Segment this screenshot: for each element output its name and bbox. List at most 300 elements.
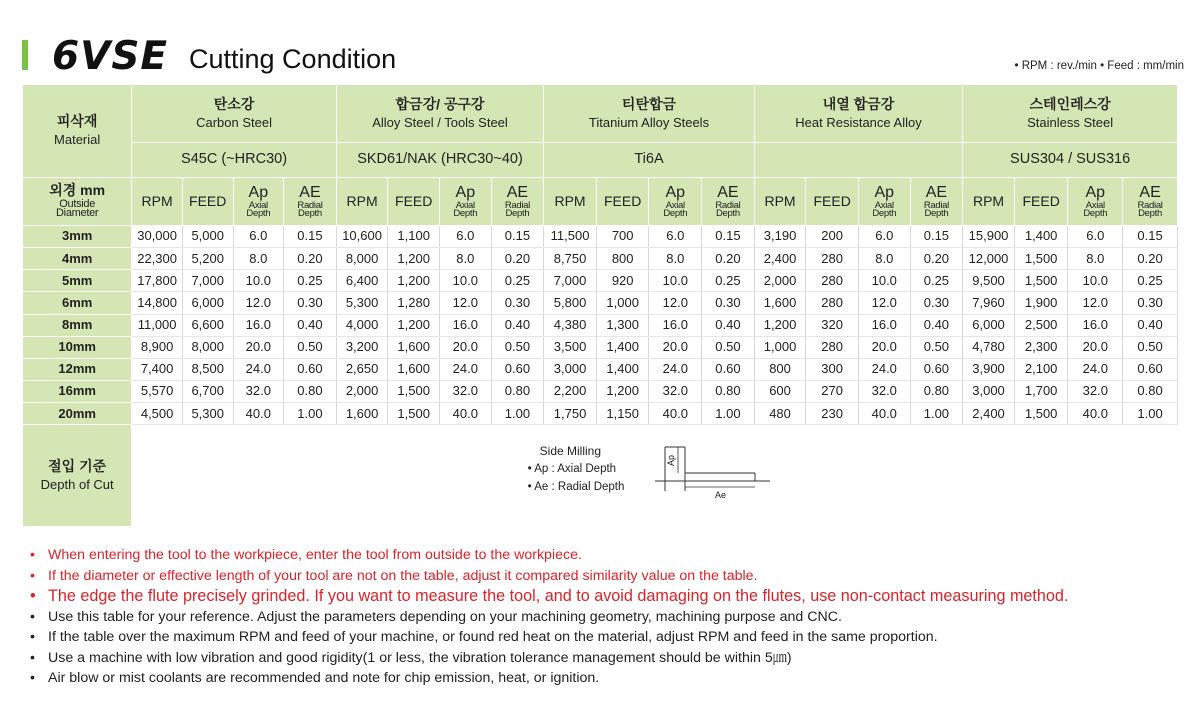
value-cell: 0.50	[910, 336, 963, 358]
value-cell: 280	[806, 270, 859, 292]
value-cell: 0.30	[284, 292, 337, 314]
value-cell: 8,000	[336, 248, 388, 270]
col-rpm-label: RPM	[764, 192, 796, 209]
diameter-cell: 16mm	[23, 380, 132, 402]
value-cell: 0.60	[910, 358, 963, 380]
material-name-kr: 티탄합금	[621, 96, 677, 113]
value-cell: 8,000	[182, 336, 233, 358]
value-cell: 6.0	[1068, 225, 1123, 247]
value-cell: 8,750	[544, 248, 597, 270]
value-cell: 2,000	[754, 270, 806, 292]
value-cell: 11,000	[132, 314, 183, 336]
col-ap-sub: Axial	[874, 199, 894, 211]
col-ap-label: Ap	[455, 183, 476, 201]
material-header	[23, 85, 132, 178]
value-cell: 16.0	[649, 314, 702, 336]
value-cell: 2,500	[1014, 314, 1068, 336]
col-rpm-header	[963, 177, 1015, 225]
col-rpm-label: RPM	[554, 192, 586, 209]
value-cell: 5,570	[132, 380, 183, 402]
value-cell: 20.0	[858, 336, 910, 358]
value-cell: 22,300	[132, 248, 183, 270]
value-cell: 4,380	[544, 314, 597, 336]
col-ae-sub: Depth	[298, 208, 322, 220]
note-item	[30, 627, 1180, 648]
value-cell: 32.0	[440, 380, 492, 402]
value-cell: 320	[806, 314, 859, 336]
col-feed-header	[806, 177, 859, 225]
col-ap-label: Ap	[248, 183, 269, 201]
note-item	[30, 668, 1180, 689]
notes-list	[30, 545, 1180, 689]
value-cell: 1,400	[1014, 225, 1068, 247]
value-cell: 1,200	[388, 314, 440, 336]
value-cell: 16.0	[1068, 314, 1123, 336]
value-cell: 6,700	[182, 380, 233, 402]
value-cell: 12.0	[233, 292, 284, 314]
value-cell: 0.25	[702, 270, 755, 292]
material-stainless-steel	[963, 85, 1178, 143]
value-cell: 24.0	[858, 358, 910, 380]
col-ap-sub: Axial	[665, 199, 685, 211]
value-cell: 20.0	[1068, 336, 1123, 358]
value-cell: 2,100	[1014, 358, 1068, 380]
depth-of-cut-header	[23, 425, 132, 527]
depth-of-cut-sketch	[645, 443, 770, 505]
value-cell: 0.80	[491, 380, 544, 402]
value-cell: 0.80	[1123, 380, 1178, 402]
value-cell: 30,000	[132, 225, 183, 247]
value-cell: 6.0	[858, 225, 910, 247]
value-cell: 2,000	[336, 380, 388, 402]
col-ae-header	[491, 177, 544, 225]
col-ae-sub: Depth	[924, 208, 949, 220]
value-cell: 3,200	[336, 336, 388, 358]
page-subtitle: Cutting Condition	[189, 44, 397, 74]
diagram-ae-tag: Ae	[714, 489, 726, 500]
col-ae-sub: Depth	[505, 208, 530, 220]
col-ae-header	[1123, 177, 1178, 225]
value-cell: 4,780	[963, 336, 1015, 358]
value-cell: 0.60	[1123, 358, 1178, 380]
col-feed-label: FEED	[813, 192, 851, 209]
value-cell: 12.0	[649, 292, 702, 314]
value-cell: 32.0	[233, 380, 284, 402]
value-cell: 5,300	[336, 292, 388, 314]
value-cell: 8.0	[233, 248, 284, 270]
side-milling-diagram	[527, 441, 770, 511]
col-ae-label: AE	[299, 183, 321, 201]
value-cell: 7,400	[132, 358, 183, 380]
table-row	[23, 248, 1178, 270]
value-cell: 1,280	[388, 292, 440, 314]
col-feed-header	[1014, 177, 1068, 225]
value-cell: 4,000	[336, 314, 388, 336]
diameter-cell: 12mm	[23, 358, 132, 380]
material-heat-resistance-alloy	[754, 85, 962, 143]
bullet-icon: •	[30, 608, 35, 625]
col-ap-label: Ap	[1085, 183, 1106, 201]
note-item	[30, 586, 1180, 607]
col-feed-label: FEED	[1022, 192, 1060, 209]
page-header	[22, 36, 1182, 78]
material-name-kr: 합금강/ 공구강	[395, 96, 485, 113]
value-cell: 0.15	[910, 225, 963, 247]
col-feed-label: FEED	[604, 192, 642, 209]
value-cell: 2,200	[544, 380, 597, 402]
col-rpm-label: RPM	[972, 192, 1005, 209]
value-cell: 8.0	[440, 248, 492, 270]
diameter-label-en1: Outside	[59, 197, 96, 210]
diameter-cell: 5mm	[23, 270, 132, 292]
col-feed-label: FEED	[189, 192, 227, 209]
col-ap-sub: Axial	[1085, 199, 1105, 211]
material-name-en: Alloy Steel / Tools Steel	[372, 114, 508, 130]
material-name-en: Titanium Alloy Steels	[588, 114, 710, 130]
value-cell: 40.0	[440, 403, 492, 425]
value-cell: 32.0	[858, 380, 910, 402]
col-rpm-header	[754, 177, 806, 225]
value-cell: 20.0	[440, 336, 492, 358]
value-cell: 8.0	[858, 248, 910, 270]
col-ap-header	[649, 177, 702, 225]
note-item	[30, 545, 1180, 566]
table-row	[23, 292, 1178, 314]
grade-heat-resistance-alloy	[754, 143, 962, 177]
value-cell: 1,600	[388, 358, 440, 380]
value-cell: 5,000	[182, 225, 233, 247]
col-ap-sub: Depth	[663, 208, 688, 220]
col-ap-sub: Depth	[1083, 208, 1108, 220]
value-cell: 1,500	[388, 403, 440, 425]
value-cell: 16.0	[858, 314, 910, 336]
value-cell: 1,500	[1014, 403, 1068, 425]
value-cell: 12.0	[858, 292, 910, 314]
diagram-ap-tag: Ap	[665, 454, 676, 466]
value-cell: 3,000	[544, 358, 597, 380]
value-cell: 0.15	[1123, 225, 1178, 247]
col-ae-sub: Radial	[1137, 199, 1163, 211]
value-cell: 5,800	[544, 292, 597, 314]
value-cell: 0.30	[702, 292, 755, 314]
value-cell: 6.0	[440, 225, 492, 247]
col-feed-header	[182, 177, 233, 225]
col-ap-header	[1068, 177, 1123, 225]
value-cell: 280	[806, 248, 859, 270]
value-cell: 40.0	[233, 403, 284, 425]
table-row	[23, 225, 1178, 247]
value-cell: 8.0	[649, 248, 702, 270]
value-cell: 0.40	[910, 314, 963, 336]
value-cell: 17,800	[132, 270, 183, 292]
value-cell: 16.0	[440, 314, 492, 336]
value-cell: 40.0	[1068, 403, 1123, 425]
value-cell: 0.60	[284, 358, 337, 380]
value-cell: 10.0	[858, 270, 910, 292]
grade-carbon-steel	[132, 143, 336, 177]
value-cell: 1,200	[754, 314, 806, 336]
value-cell: 24.0	[649, 358, 702, 380]
value-cell: 1,300	[596, 314, 649, 336]
value-cell: 0.20	[910, 248, 963, 270]
value-cell: 15,900	[963, 225, 1015, 247]
value-cell: 0.15	[702, 225, 755, 247]
col-ap-header	[233, 177, 284, 225]
col-rpm-header	[132, 177, 183, 225]
value-cell: 24.0	[233, 358, 284, 380]
note-text: If the table over the maximum RPM and feed of your machine, or found red heat on the material, adjust RPM and feed in the same proportion.	[48, 629, 938, 645]
value-cell: 40.0	[649, 403, 702, 425]
value-cell: 1,500	[388, 380, 440, 402]
value-cell: 6,600	[182, 314, 233, 336]
value-cell: 14,800	[132, 292, 183, 314]
note-item	[30, 566, 1180, 587]
cutting-condition-table	[22, 84, 1178, 527]
note-item	[30, 607, 1180, 628]
bullet-icon: •	[30, 629, 35, 645]
accent-bar	[22, 40, 28, 70]
col-rpm-label: RPM	[346, 192, 378, 209]
diagram-title: Side Milling	[539, 443, 602, 458]
material-titanium-alloy	[544, 85, 755, 143]
material-label-kr: 피삭재	[56, 113, 98, 130]
value-cell: 6,000	[182, 292, 233, 314]
material-name-kr: 탄소강	[213, 96, 255, 113]
diameter-cell: 10mm	[23, 336, 132, 358]
diameter-cell: 6mm	[23, 292, 132, 314]
note-text: The edge the flute precisely grinded. If you want to measure the tool, and to avoid damaging on the flutes, use non-contact measuring method.	[48, 587, 1069, 605]
value-cell: 2,650	[336, 358, 388, 380]
value-cell: 0.40	[1123, 314, 1178, 336]
table-row	[23, 336, 1178, 358]
material-name-en: Stainless Steel	[1027, 114, 1114, 130]
value-cell: 24.0	[1068, 358, 1123, 380]
note-text: Air blow or mist coolants are recommended and note for chip emission, heat, or ignition.	[48, 670, 600, 686]
value-cell: 9,500	[963, 270, 1015, 292]
value-cell: 0.40	[491, 314, 544, 336]
bullet-icon: •	[30, 567, 35, 584]
value-cell: 480	[754, 403, 806, 425]
value-cell: 1,900	[1014, 292, 1068, 314]
value-cell: 700	[596, 225, 649, 247]
diameter-cell: 8mm	[23, 314, 132, 336]
value-cell: 0.50	[1123, 336, 1178, 358]
diameter-cell: 20mm	[23, 403, 132, 425]
material-carbon-steel	[132, 85, 336, 143]
value-cell: 280	[806, 292, 859, 314]
value-cell: 0.30	[491, 292, 544, 314]
value-cell: 270	[806, 380, 859, 402]
col-ae-sub: Radial	[923, 199, 949, 211]
grade-label: SKD61/NAK (HRC30~40)	[357, 151, 523, 168]
value-cell: 0.20	[284, 248, 337, 270]
value-cell: 6,400	[336, 270, 388, 292]
col-ae-sub: Radial	[297, 199, 323, 211]
col-ap-label: Ap	[665, 183, 686, 201]
value-cell: 6,000	[963, 314, 1015, 336]
diameter-cell: 4mm	[23, 248, 132, 270]
col-feed-header	[388, 177, 440, 225]
col-ap-sub: Depth	[453, 208, 478, 220]
model-title: 6VSE	[52, 34, 169, 79]
value-cell: 0.60	[702, 358, 755, 380]
value-cell: 6.0	[233, 225, 284, 247]
value-cell: 0.25	[491, 270, 544, 292]
units-legend: • RPM : rev./min • Feed : mm/min	[1014, 60, 1184, 72]
value-cell: 1,500	[1014, 248, 1068, 270]
grade-label: Ti6A	[634, 151, 664, 168]
diameter-label-kr: 외경 mm	[49, 182, 106, 199]
value-cell: 0.50	[491, 336, 544, 358]
note-text: Use this table for your reference. Adjust the parameters depending on your machining geometry, machining purpose and CNC.	[48, 608, 842, 625]
value-cell: 6.0	[649, 225, 702, 247]
value-cell: 40.0	[858, 403, 910, 425]
grade-titanium-alloy	[544, 143, 755, 177]
value-cell: 0.25	[910, 270, 963, 292]
value-cell: 0.50	[284, 336, 337, 358]
table-row	[23, 403, 1178, 425]
col-ae-sub: Radial	[504, 199, 530, 211]
value-cell: 7,000	[182, 270, 233, 292]
diameter-cell: 3mm	[23, 225, 132, 247]
table-row	[23, 358, 1178, 380]
col-ap-sub: Axial	[248, 199, 268, 211]
value-cell: 0.50	[702, 336, 755, 358]
value-cell: 800	[754, 358, 806, 380]
value-cell: 1,150	[596, 403, 649, 425]
value-cell: 32.0	[1068, 380, 1123, 402]
value-cell: 4,500	[132, 403, 183, 425]
value-cell: 2,400	[963, 403, 1015, 425]
value-cell: 1,750	[544, 403, 597, 425]
col-ap-sub: Depth	[246, 208, 271, 220]
col-ae-label: AE	[925, 183, 948, 201]
value-cell: 280	[806, 336, 859, 358]
value-cell: 7,960	[963, 292, 1015, 314]
value-cell: 3,000	[963, 380, 1015, 402]
value-cell: 1.00	[702, 403, 755, 425]
col-ae-sub: Radial	[715, 199, 741, 211]
value-cell: 600	[754, 380, 806, 402]
value-cell: 11,500	[544, 225, 597, 247]
bullet-icon: •	[30, 670, 35, 686]
col-ae-header	[910, 177, 963, 225]
value-cell: 1,100	[388, 225, 440, 247]
value-cell: 2,300	[1014, 336, 1068, 358]
bullet-icon: •	[30, 649, 35, 666]
value-cell: 7,000	[544, 270, 597, 292]
value-cell: 1,200	[388, 270, 440, 292]
col-ae-sub: Depth	[715, 208, 740, 220]
value-cell: 0.80	[702, 380, 755, 402]
value-cell: 5,200	[182, 248, 233, 270]
col-ae-header	[284, 177, 337, 225]
value-cell: 230	[806, 403, 859, 425]
value-cell: 16.0	[233, 314, 284, 336]
note-text: If the diameter or effective length of your tool are not on the table, adjust it compared similarity value on the table.	[48, 567, 758, 584]
value-cell: 0.20	[1123, 248, 1178, 270]
value-cell: 10.0	[1068, 270, 1123, 292]
value-cell: 3,190	[754, 225, 806, 247]
diameter-label-en2: Diameter	[56, 207, 99, 220]
value-cell: 1,600	[754, 292, 806, 314]
value-cell: 10.0	[440, 270, 492, 292]
value-cell: 8,500	[182, 358, 233, 380]
value-cell: 20.0	[649, 336, 702, 358]
value-cell: 5,300	[182, 403, 233, 425]
col-ae-sub: Depth	[1138, 208, 1162, 220]
diagram-ap-legend: • Ap : Axial Depth	[527, 462, 617, 475]
value-cell: 0.20	[491, 248, 544, 270]
value-cell: 1,000	[754, 336, 806, 358]
material-label-en: Material	[54, 131, 101, 147]
value-cell: 1,600	[336, 403, 388, 425]
grade-label: S45C (~HRC30)	[181, 151, 288, 168]
value-cell: 32.0	[649, 380, 702, 402]
value-cell: 12.0	[440, 292, 492, 314]
value-cell: 3,500	[544, 336, 597, 358]
col-ap-label: Ap	[874, 183, 895, 201]
value-cell: 12,000	[963, 248, 1015, 270]
bullet-icon: •	[30, 587, 36, 605]
value-cell: 2,400	[754, 248, 806, 270]
value-cell: 0.25	[1123, 270, 1178, 292]
value-cell: 0.40	[702, 314, 755, 336]
col-rpm-header	[544, 177, 597, 225]
table-row	[23, 314, 1178, 336]
col-ap-sub: Depth	[872, 208, 897, 220]
note-text: Use a machine with low vibration and good rigidity(1 or less, the vibration tolerance management should be within 5㎛)	[48, 649, 792, 666]
value-cell: 0.15	[491, 225, 544, 247]
material-alloy-steel	[336, 85, 543, 143]
col-ap-header	[858, 177, 910, 225]
col-ae-label: AE	[717, 183, 739, 201]
grade-alloy-steel	[336, 143, 543, 177]
material-name-kr: 스테인레스강	[1029, 96, 1111, 113]
col-feed-label: FEED	[395, 192, 433, 209]
value-cell: 1.00	[284, 403, 337, 425]
material-name-en: Heat Resistance Alloy	[795, 114, 922, 130]
grade-label: SUS304 / SUS316	[1010, 151, 1131, 168]
value-cell: 300	[806, 358, 859, 380]
value-cell: 1,700	[1014, 380, 1068, 402]
value-cell: 10,600	[336, 225, 388, 247]
value-cell: 800	[596, 248, 649, 270]
value-cell: 24.0	[440, 358, 492, 380]
table-row	[23, 270, 1178, 292]
value-cell: 1,500	[1014, 270, 1068, 292]
value-cell: 1,200	[596, 380, 649, 402]
value-cell: 12.0	[1068, 292, 1123, 314]
col-rpm-header	[336, 177, 388, 225]
value-cell: 8,900	[132, 336, 183, 358]
depth-label-kr: 절입 기준	[48, 458, 107, 475]
value-cell: 1,000	[596, 292, 649, 314]
note-item	[30, 648, 1180, 669]
col-ae-label: AE	[506, 183, 529, 201]
value-cell: 920	[596, 270, 649, 292]
col-feed-header	[596, 177, 649, 225]
diameter-header	[23, 177, 132, 225]
value-cell: 0.80	[910, 380, 963, 402]
col-ae-label: AE	[1139, 183, 1161, 201]
col-ap-header	[440, 177, 492, 225]
value-cell: 0.60	[491, 358, 544, 380]
grade-stainless-steel	[963, 143, 1178, 177]
value-cell: 1,600	[388, 336, 440, 358]
value-cell: 8.0	[1068, 248, 1123, 270]
table-row	[23, 380, 1178, 402]
